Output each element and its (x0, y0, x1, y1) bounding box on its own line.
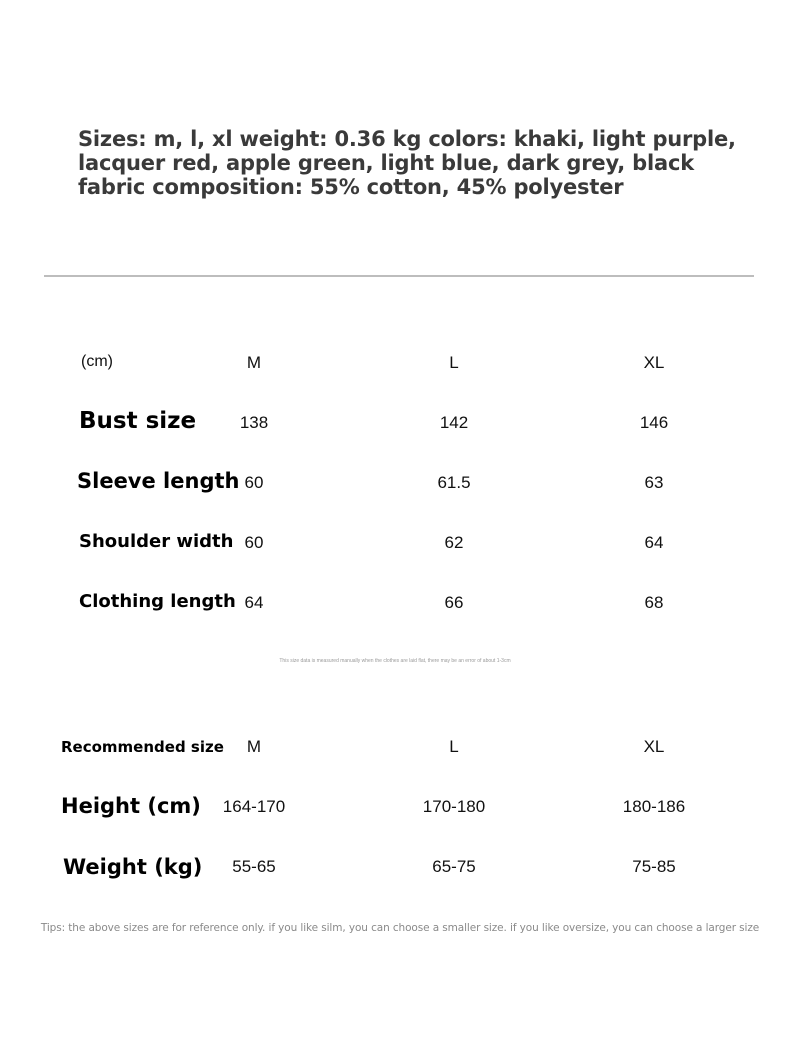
table-cell: 60 (244, 473, 264, 492)
row-label-weight: Weight (kg) (63, 855, 203, 879)
unit-label: (cm) (81, 353, 113, 370)
table-cell: 146 (639, 413, 669, 432)
row-label-shoulder-width: Shoulder width (79, 531, 234, 552)
row-label-bust-size: Bust size (79, 408, 197, 434)
product-description (78, 127, 768, 199)
table-cell: 138 (239, 413, 269, 432)
description-line-2: lacquer red, apple green, light blue, dark grey, black (78, 151, 695, 175)
table-cell: 142 (439, 413, 469, 432)
column-header-xl: XL (643, 353, 665, 372)
row-label-clothing-length: Clothing length (79, 591, 236, 612)
table-cell: 61.5 (437, 473, 471, 492)
table-cell: 180-186 (622, 797, 686, 816)
column-header-m: M (246, 737, 262, 756)
table-cell: 63 (644, 473, 664, 492)
table-cell: 64 (644, 533, 664, 552)
table-cell: 60 (244, 533, 264, 552)
table-cell: 55-65 (232, 857, 276, 876)
column-header-m: M (246, 353, 262, 372)
table-cell: 75-85 (632, 857, 676, 876)
measurement-note: This size data is measured manually when the clothes are laid flat, there may be an error of about 1-3cm (279, 658, 511, 664)
description-line-3: fabric composition: 55% cotton, 45% polyester (78, 175, 624, 199)
table-cell: 164-170 (222, 797, 286, 816)
table-cell: 170-180 (422, 797, 486, 816)
table-cell: 66 (444, 593, 464, 612)
description-line-1: Sizes: m, l, xl weight: 0.36 kg colors: khaki, light purple, (78, 127, 736, 151)
column-header-xl: XL (643, 737, 665, 756)
table-cell: 62 (444, 533, 464, 552)
table-cell: 65-75 (432, 857, 476, 876)
section-divider (44, 275, 754, 277)
table-cell: 64 (244, 593, 264, 612)
row-label-sleeve-length: Sleeve length (77, 469, 240, 493)
column-header-l: L (449, 737, 459, 756)
table-cell: 68 (644, 593, 664, 612)
row-label-height: Height (cm) (61, 794, 201, 818)
column-header-l: L (449, 353, 459, 372)
sizing-tips: Tips: the above sizes are for reference only. if you like silm, you can choose a smaller size. if you like oversize, you can choose a larger size (40, 922, 760, 934)
recommended-size-header: Recommended size (61, 738, 224, 756)
